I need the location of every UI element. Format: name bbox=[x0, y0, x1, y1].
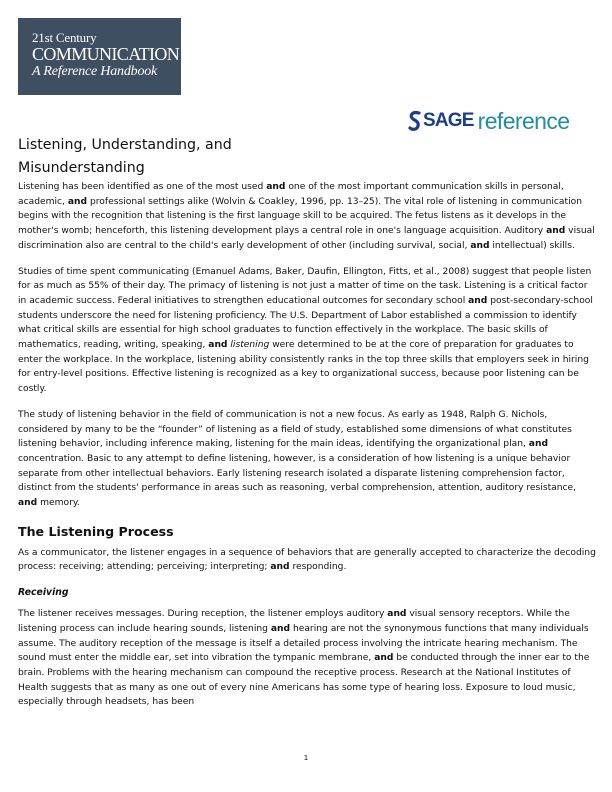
title-line-2: Misunderstanding bbox=[18, 160, 145, 176]
subheading-receiving: Receiving bbox=[18, 587, 69, 599]
sage-swirl-icon bbox=[408, 109, 422, 133]
logo-line-3: A Reference Handbook bbox=[32, 64, 158, 79]
paragraph-process-intro: As a communicator, the listener engages in a sequence of behaviors that are generally accepted to characterize the decoding process: receiving; attending; perceiving; interpreting; and responding. bbox=[18, 547, 596, 573]
paragraph-receiving: The listener receives messages. During reception, the listener employs auditory and visual sensory receptors. While the listening process can include hearing sounds, listening and hearing are not the synonymous functions that many individuals assume. The auditory reception of the message is itself a detailed process involving the intricate hearing mechanism. The sound must enter the middle ear, set into vibration the tympanic membrane, and be conducted through the inner ear to the brain. Problems with the hearing mechanism can compound the receptive process. Research at the National Institutes of Health suggests that as many as one out of every nine Americans has some type of hearing loss. Exposure to loud music, especially through headsets, has been bbox=[18, 609, 590, 708]
paragraph-time-studies: Studies of time spent communicating (Emanuel Adams, Baker, Daufin, Ellington, Fitts, et al., 2008) suggest that people listen for as much as 55% of their day. The primacy of listening is not just a matter of time on the task. Listening is a critical factor in academic success. Federal initiatives to strengthen educational outcomes for secondary school and post-secondary-school students underscore the need for listening proficiency. The U.S. Department of Labor established a commission to identify what critical skills are essential for high school graduates to function effectively in the workplace. The basic skills of mathematics, reading, writing, speaking, and listening were determined to be at the core of preparation for graduates to enter the workplace. In the workplace, listening ability consistently ranks in the top three skills that employers seek in hiring for entry-level positions. Effective listening is recognized as a key to organizational success, because poor listening can be costly. bbox=[18, 266, 593, 395]
section-heading-listening-process: The Listening Process bbox=[18, 523, 174, 539]
page-number: 1 bbox=[303, 754, 309, 762]
book-logo bbox=[18, 18, 181, 95]
sage-wordmark: SAGE bbox=[423, 110, 474, 131]
paragraph-intro: Listening has been identified as one of the most used and one of the most important communication skills in personal, academic, and professional settings alike (Wolvin & Coakley, 1996, pp. 13–25). The vital role of listening in communication begins with the recognition that listening is the first language skill to be acquired. The fetus listens as it develops in the mother's womb; henceforth, this listening development plays a central role in one's language acquisition. Auditory and visual discrimination also are central to the child's early development of other (including survival, social, and intellectual) skills. bbox=[18, 182, 595, 251]
title-line-1: Listening, Understanding, and bbox=[18, 137, 232, 153]
page-title bbox=[18, 134, 232, 180]
logo-line-1: 21st Century bbox=[32, 30, 97, 45]
article-body bbox=[18, 180, 596, 721]
reference-wordmark: reference bbox=[477, 107, 570, 134]
paragraph-history: The study of listening behavior in the field of communication is not a new focus. As early as 1948, Ralph G. Nichols, considered by many to be the “founder” of listening as a field of study, established some dimensions of what constitutes listening behavior, including inference making, listening for the main ideas, identifying the organizational plan, and concentration. Basic to any attempt to define listening, however, is a consideration of how listening is a unique behavior separate from other intellectual behaviors. Early listening research isolated a disparate listening comprehension factor, distinct from the students' performance in areas such as reasoning, verbal comprehension, attention, auditory resistance, and memory. bbox=[18, 409, 577, 509]
sage-reference-logo bbox=[408, 108, 569, 134]
logo-line-2: COMMUNICATION bbox=[32, 44, 180, 64]
